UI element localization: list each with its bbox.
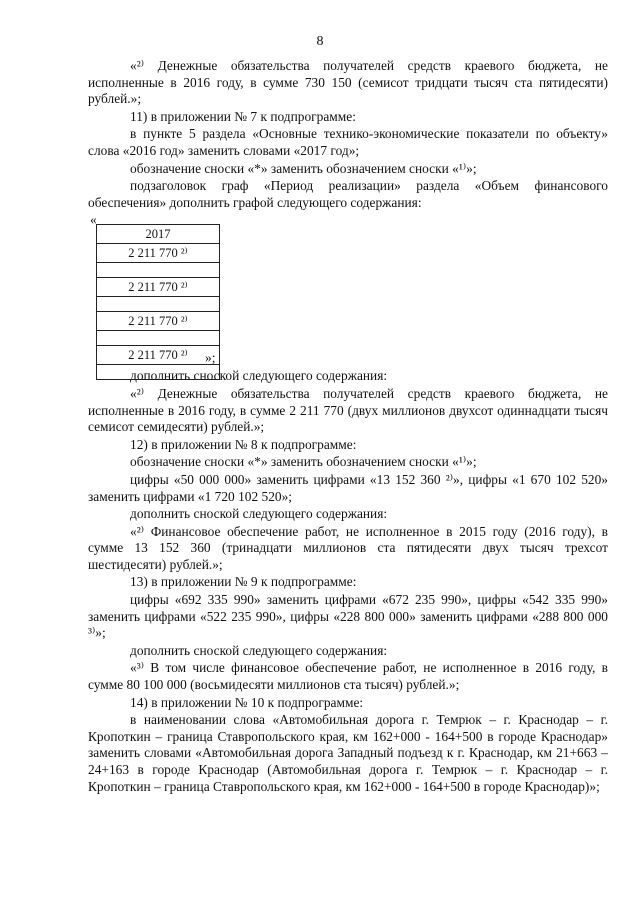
list-item-paragraph: 14) в приложении № 10 к подпрограмме: (130, 694, 364, 710)
amendment-paragraph: в наименовании слова «Автомобильная дорога г. Темрюк – г. Краснодар – г. Кропоткин – граница Ставропольского края, км 162+000 - 164+500 в городе Краснодар» заменить словами «Автомобильная дорога Западный подъезд к г. Краснодар, км 21+663 – 24+163 в городе Краснодар (Автомобильная дорога г. Темрюк – г. Краснодар – г. Кропоткин – граница Ставропольского края, км 162+000 - 164+500 в городе Краснодар)»; (88, 712, 608, 794)
document-body (88, 58, 608, 796)
table-cell: 2 211 770 ²⁾ (97, 312, 220, 331)
list-item-paragraph: 12) в приложении № 8 к подпрограмме: (130, 436, 357, 452)
amendment-paragraph: цифры «692 335 990» заменить цифрами «672 235 990», цифры «542 335 990» заменить цифрами «522 235 990», цифры «228 800 000» заменить цифрами «288 800 000 ³⁾»; (88, 592, 608, 641)
table-header-cell: 2017 (97, 225, 220, 244)
table-cell-empty (97, 365, 220, 380)
inserted-column-table (96, 224, 220, 380)
amendment-paragraph: обозначение сноски «*» заменить обозначением сноски «¹⁾»; (130, 454, 477, 470)
amendment-paragraph: обозначение сноски «*» заменить обозначением сноски «¹⁾»; (130, 160, 477, 176)
table-cell-empty (97, 297, 220, 312)
amendment-paragraph: подзаголовок граф «Период реализации» раздела «Объем финансового обеспечения» дополнить графой следующего содержания: (88, 178, 608, 210)
amendment-paragraph: дополнить сноской следующего содержания: (130, 642, 388, 658)
list-item-paragraph: 11) в приложении № 7 к подпрограмме: (130, 108, 356, 124)
inserted-column-block (88, 212, 608, 368)
table-cell: 2 211 770 ²⁾ (97, 278, 220, 297)
close-quote: »; (205, 350, 216, 366)
table-cell-empty (97, 331, 220, 346)
footnote-paragraph: «²⁾ Финансовое обеспечение работ, не исполненное в 2015 году (2016 году), в сумме 13 152 360 (тринадцати миллионов ста пятидесяти двух тысяч трехсот шестидесяти) рублей.»; (88, 523, 608, 572)
amendment-paragraph: дополнить сноской следующего содержания: (130, 368, 388, 384)
footnote-paragraph: «²⁾ Денежные обязательства получателей средств краевого бюджета, не исполненные в 2016 году, в сумме 730 150 (семисот тридцати тысяч ста пятидесяти) рублей.»; (88, 58, 608, 107)
amendment-paragraph: цифры «50 000 000» заменить цифрами «13 152 360 ²⁾», цифры «1 670 102 520» заменить цифрами «1 720 102 520»; (88, 471, 608, 504)
page-number: 8 (316, 34, 324, 49)
table-cell: 2 211 770 ²⁾ (97, 244, 220, 263)
amendment-paragraph: дополнить сноской следующего содержания: (130, 506, 388, 522)
open-quote: « (90, 212, 97, 228)
footnote-paragraph: «³⁾ В том числе финансовое обеспечение работ, не исполненное в 2016 году, в сумме 80 100 000 (восьмидесяти миллионов ста тысяч) рублей.»; (88, 660, 608, 693)
table-cell-empty (97, 263, 220, 278)
amendment-paragraph: в пункте 5 раздела «Основные технико-экономические показатели по объекту» слова «2016 год» заменить словами «2017 год»; (88, 126, 608, 158)
table-cell: 2 211 770 ²⁾ (97, 346, 220, 365)
list-item-paragraph: 13) в приложении № 9 к подпрограмме: (130, 574, 357, 590)
footnote-paragraph: «²⁾ Денежные обязательства получателей средств краевого бюджета, не исполненные в 2016 году, в сумме 2 211 770 (двух миллионов двухсот одиннадцати тысяч семисот семидесяти) рублей.»; (88, 385, 608, 435)
